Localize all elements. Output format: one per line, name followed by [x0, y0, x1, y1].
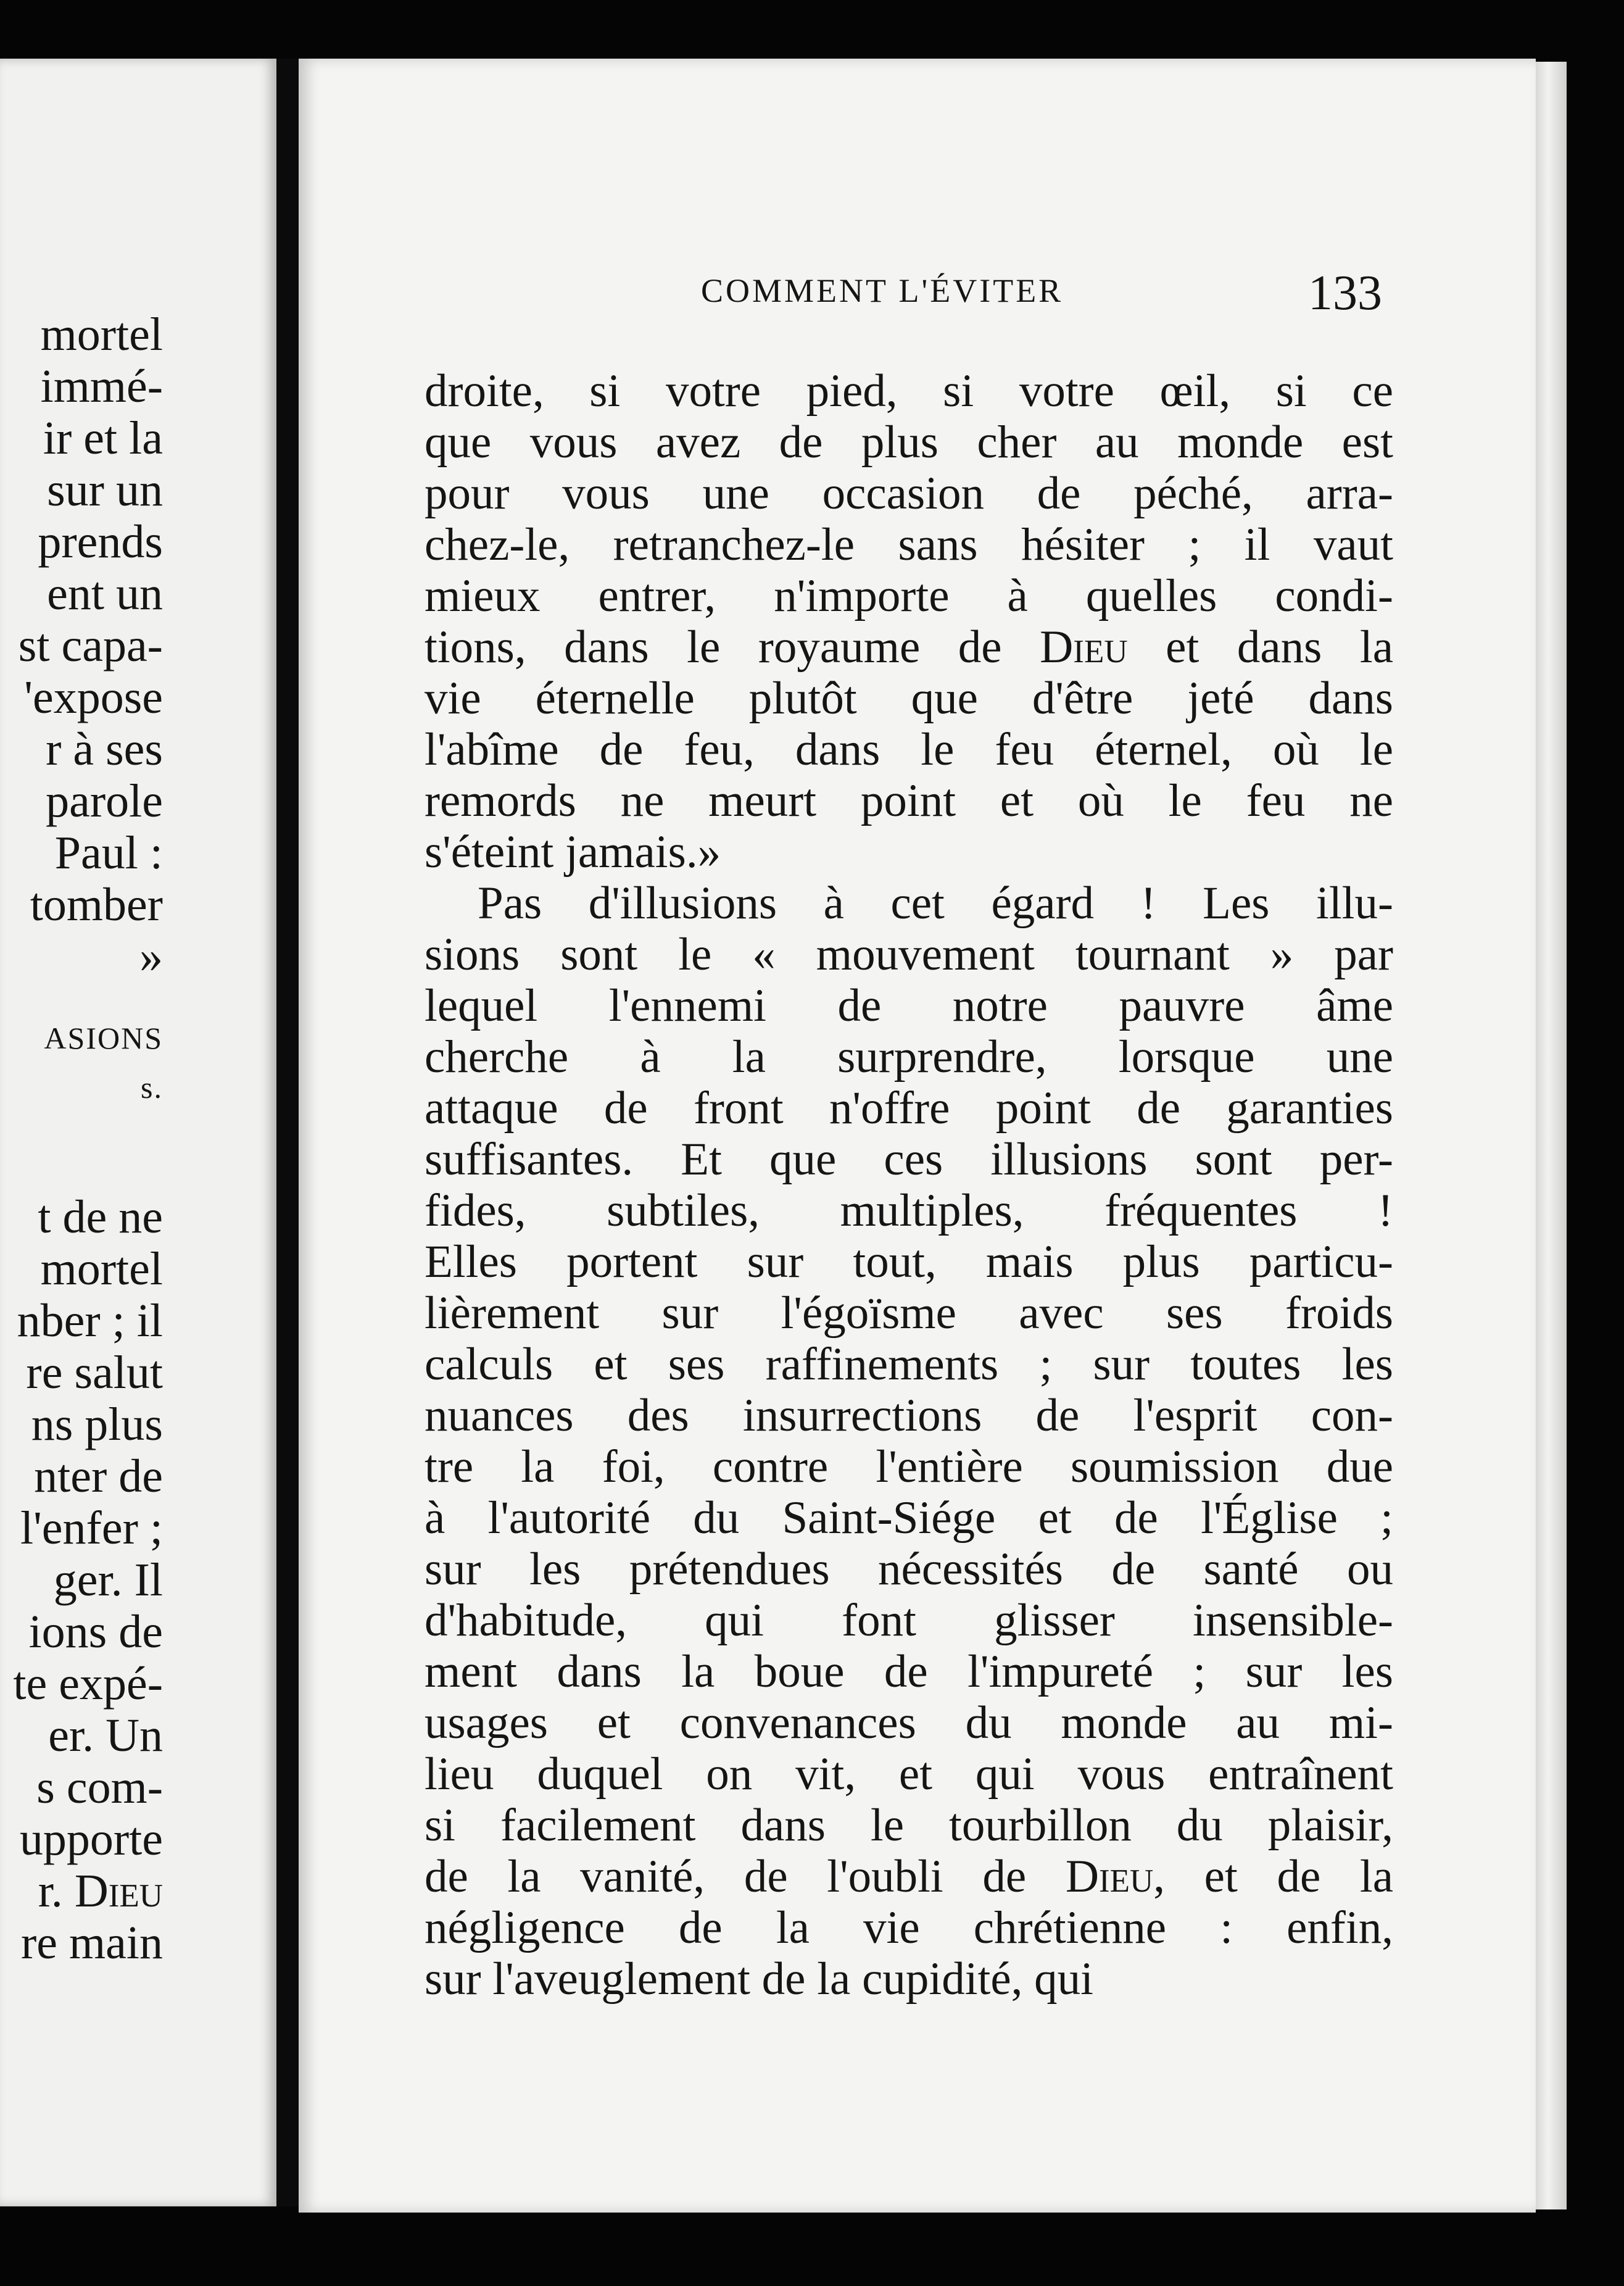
left-page-line: Paul : [54, 827, 163, 879]
text-line: sur les prétendues nécessités de santé ou [425, 1544, 1393, 1595]
body-text [425, 365, 1393, 2005]
text-line: tre la foi, contre l'entière soumission due [425, 1441, 1393, 1492]
text-line: droite, si votre pied, si votre œil, si ce [425, 365, 1393, 417]
left-page-line: » [139, 931, 163, 983]
left-page-line: st capa- [18, 620, 163, 671]
left-page-line: te expé- [13, 1658, 163, 1710]
text-line: négligence de la vie chrétienne : enfin, [425, 1902, 1393, 1953]
left-page-line: ns plus [31, 1399, 163, 1450]
left-page-line: prends [38, 516, 163, 568]
left-page-line: r à ses [46, 723, 163, 775]
left-page-line: mortel [40, 309, 163, 360]
text-line: s'éteint jamais.» [425, 826, 721, 878]
left-page-line: sur un [47, 464, 163, 516]
text-line: tions, dans le royaume de Dieu et dans la [425, 621, 1393, 673]
left-page-line: nter de [34, 1450, 163, 1502]
text-line: pour vous une occasion de péché, arra- [425, 468, 1393, 519]
text-line: de la vanité, de l'oubli de Dieu, et de la [425, 1851, 1393, 1902]
left-page-line: re main [20, 1917, 163, 1969]
text-line: lieu duquel on vit, et qui vous entraînent [425, 1748, 1393, 1800]
text-line: nuances des insurrections de l'esprit con- [425, 1390, 1393, 1441]
left-page-line: ions de [28, 1606, 163, 1658]
text-line: que vous avez de plus cher au monde est [425, 417, 1393, 468]
left-page-line: parole [46, 775, 163, 827]
text-line: mieux entrer, n'importe à quelles condi- [425, 570, 1393, 621]
text-line: d'habitude, qui font glisser insensible- [425, 1595, 1393, 1646]
left-page-line: s. [141, 1070, 163, 1105]
page-number: 133 [1308, 266, 1382, 320]
left-page-line: ent un [47, 568, 163, 620]
text-line: chez-le, retranchez-le sans hésiter ; il vaut [425, 519, 1393, 570]
text-line: remords ne meurt point et où le feu ne [425, 775, 1393, 826]
left-page-line: immé- [40, 360, 163, 412]
text-line: Elles portent sur tout, mais plus particu- [425, 1236, 1393, 1287]
text-line: sur l'aveuglement de la cupidité, qui [425, 1953, 1094, 2005]
text-line: cherche à la surprendre, lorsque une [425, 1031, 1393, 1083]
text-line: Pas d'illusions à cet égard ! Les illu- [478, 878, 1393, 929]
left-page [0, 59, 276, 2206]
text-line: usages et convenances du monde au mi- [425, 1697, 1393, 1748]
text-line: lièrement sur l'égoïsme avec ses froids [425, 1287, 1393, 1339]
text-line: sions sont le « mouvement tournant » par [425, 929, 1393, 980]
text-line: ment dans la boue de l'impureté ; sur les [425, 1646, 1393, 1697]
text-line: à l'autorité du Saint-Siége et de l'Église ; [425, 1492, 1393, 1544]
text-line: attaque de front n'offre point de garanties [425, 1083, 1393, 1134]
left-page-line: re salut [26, 1347, 163, 1399]
left-page-line: s com- [36, 1761, 163, 1813]
left-page-line: ger. Il [53, 1554, 163, 1606]
left-page-line: 'expose [24, 671, 163, 723]
left-page-line: ASIONS [44, 1021, 163, 1055]
left-page-line: tomber [30, 879, 163, 931]
text-line: l'abîme de feu, dans le feu éternel, où le [425, 724, 1393, 775]
left-page-line: nber ; il [17, 1295, 163, 1347]
page-edge [1536, 62, 1567, 2209]
left-page-text [0, 59, 163, 2206]
book-gutter [276, 59, 299, 2206]
running-head [701, 265, 1382, 333]
left-page-line: er. Un [48, 1710, 163, 1761]
left-page-line: mortel [40, 1243, 163, 1295]
text-line: vie éternelle plutôt que d'être jeté dans [425, 673, 1393, 724]
text-line: fides, subtiles, multiples, fréquentes ! [425, 1185, 1393, 1236]
left-page-line: r. Dieu [38, 1865, 163, 1917]
text-line: suffisantes. Et que ces illusions sont per- [425, 1134, 1393, 1185]
running-title: COMMENT L'ÉVITER [701, 272, 1064, 309]
left-page-line: l'enfer ; [20, 1502, 163, 1554]
left-page-line: t de ne [38, 1191, 163, 1243]
text-line: si facilement dans le tourbillon du plaisir, [425, 1800, 1393, 1851]
text-line: lequel l'ennemi de notre pauvre âme [425, 980, 1393, 1031]
text-line: calculs et ses raffinements ; sur toutes les [425, 1339, 1393, 1390]
left-page-line: ir et la [43, 412, 163, 464]
left-page-line: upporte [19, 1813, 163, 1865]
